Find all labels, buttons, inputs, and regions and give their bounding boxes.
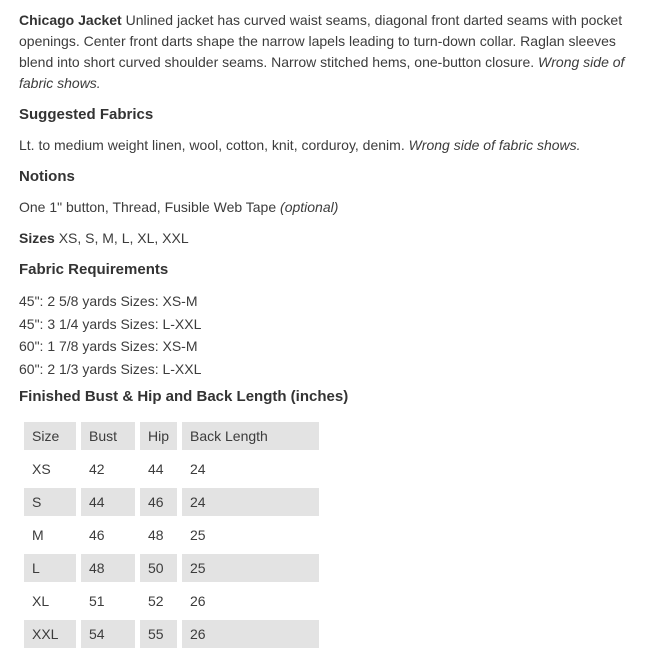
table-header-row — [24, 422, 319, 450]
table-cell: 46 — [140, 488, 177, 516]
column-header: Hip — [140, 422, 177, 450]
table-cell: 42 — [89, 461, 105, 478]
text-segment: Wrong side of fabric shows. — [19, 54, 625, 91]
requirement-line: 45": 3 1/4 yards Sizes: L-XXL — [19, 315, 202, 332]
table-cell: 48 — [148, 527, 164, 544]
column-header: Bust — [81, 422, 135, 450]
text-segment: Chicago Jacket — [19, 12, 122, 28]
table-cell: 48 — [81, 554, 135, 582]
notions-heading: Notions — [19, 168, 75, 185]
suggested-fabrics-text — [19, 135, 643, 156]
table-row — [24, 488, 319, 516]
text-segment: One 1" button, Thread, Fusible Web Tape — [19, 199, 281, 215]
table-cell: 44 — [81, 488, 135, 516]
table-cell: 44 — [148, 461, 164, 478]
product-description — [19, 10, 643, 94]
table-cell: 25 — [190, 527, 206, 544]
text-segment: XS, S, M, L, XL, XXL — [54, 230, 189, 246]
text-segment: Wrong side of fabric shows. — [408, 137, 581, 153]
table-cell: 50 — [140, 554, 177, 582]
text-segment: Lt. to medium weight linen, wool, cotton, knit, corduroy, denim. — [19, 137, 409, 153]
measurements-table-body — [24, 422, 319, 648]
table-cell: XS — [32, 461, 51, 478]
table-cell: 55 — [140, 620, 177, 648]
table-cell: M — [32, 527, 44, 544]
table-row — [24, 521, 319, 549]
requirement-line: 45": 2 5/8 yards Sizes: XS-M — [19, 293, 198, 309]
sizes-line — [19, 228, 643, 249]
table-cell: S — [24, 488, 76, 516]
requirement-line: 60": 1 7/8 yards Sizes: XS-M — [19, 338, 198, 355]
text-segment: Sizes — [19, 230, 55, 246]
table-cell: 24 — [182, 488, 319, 516]
table-cell: 52 — [148, 593, 164, 610]
table-cell: XL — [32, 593, 50, 610]
table-cell: 46 — [89, 527, 105, 544]
table-row — [24, 455, 319, 483]
table-cell: 24 — [190, 461, 206, 478]
table-cell: 54 — [81, 620, 135, 648]
table-row — [24, 554, 319, 582]
table-cell: 26 — [182, 620, 319, 648]
requirement-line: 60": 2 1/3 yards Sizes: L-XXL — [19, 360, 202, 377]
table-cell: XXL — [24, 620, 76, 648]
notions-text — [19, 197, 643, 218]
table-row — [24, 620, 319, 648]
table-cell: 26 — [190, 593, 206, 610]
measurements-table — [19, 417, 324, 653]
column-header: Back Length — [182, 422, 319, 450]
text-segment: Unlined jacket has curved waist seams, diagonal front darted seams with pocket openings. Center front darts shape the narrow lapels leading to turn-down collar. Raglan sleeves blend into short curved shoulder seams. Narrow stitched hems, one-button closure. — [19, 12, 623, 70]
text-segment: (optional) — [280, 199, 339, 215]
table-row — [24, 587, 319, 615]
column-header: Size — [24, 422, 76, 450]
table-cell: L — [24, 554, 76, 582]
measurements-heading: Finished Bust & Hip and Back Length (inches) — [19, 388, 349, 406]
suggested-fabrics-heading: Suggested Fabrics — [19, 106, 154, 123]
fabric-requirements-lines — [19, 290, 643, 380]
table-cell: 25 — [182, 554, 319, 582]
table-cell: 51 — [89, 593, 105, 610]
fabric-requirements-heading: Fabric Requirements — [19, 261, 169, 278]
